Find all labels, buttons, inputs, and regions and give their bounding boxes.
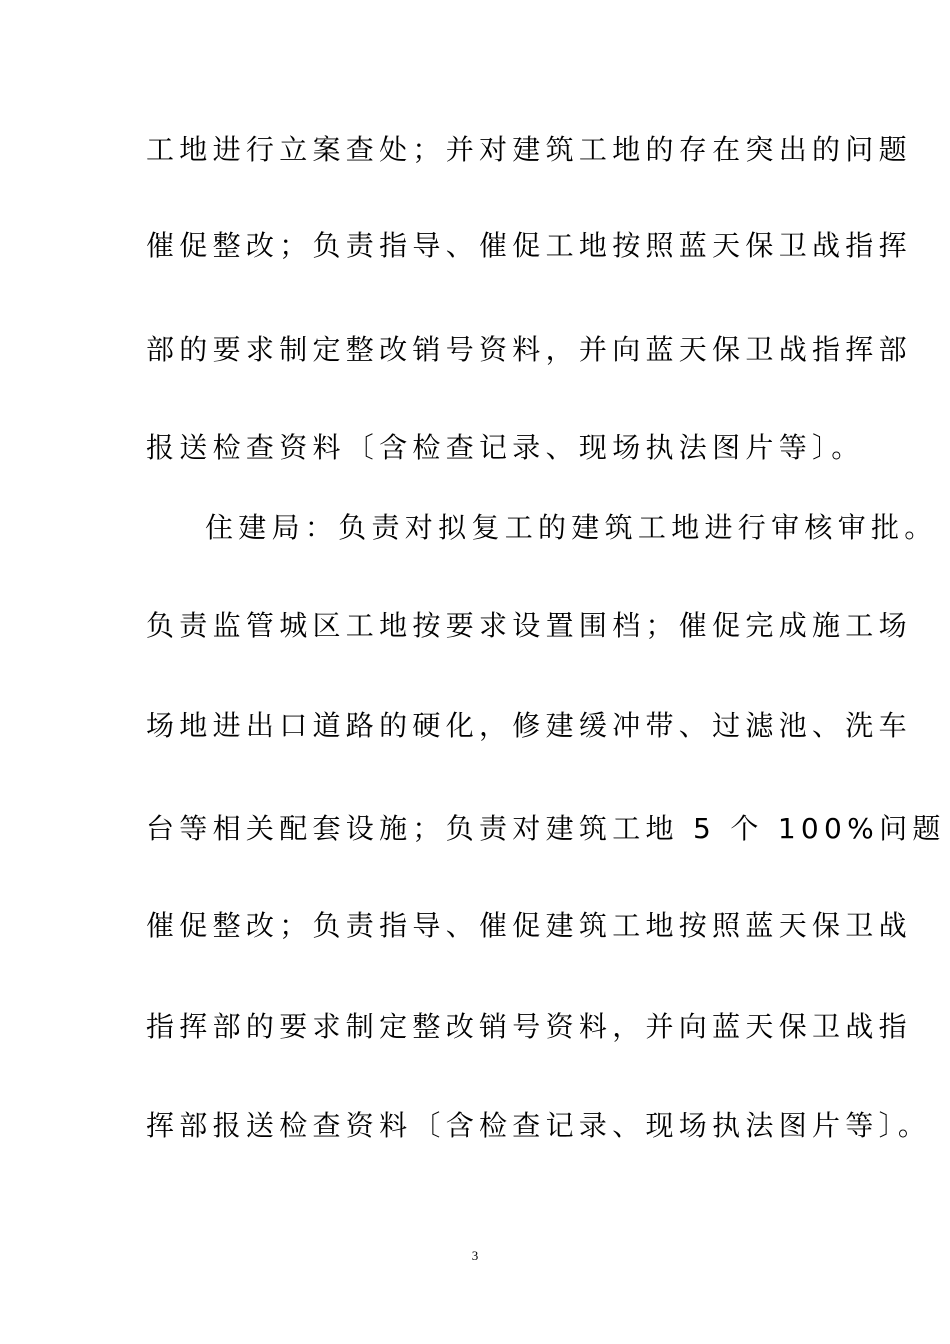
body-text-line: 负责监管城区工地按要求设置围档；催促完成施工场	[146, 609, 912, 642]
body-text-line: 报送检查资料〔含检查记录、现场执法图片等〕。	[146, 431, 865, 464]
body-text-line: 催促整改；负责指导、催促工地按照蓝天保卫战指挥	[146, 229, 912, 262]
body-text-line: 催促整改；负责指导、催促建筑工地按照蓝天保卫战	[146, 909, 912, 942]
body-text-line: 部的要求制定整改销号资料，并向蓝天保卫战指挥部	[146, 333, 912, 366]
body-text-line: 台等相关配套设施；负责对建筑工地 5 个 100%问题	[146, 812, 946, 845]
body-text-line: 场地进出口道路的硬化，修建缓冲带、过滤池、洗车	[146, 709, 912, 742]
paragraph-first-line: 住建局：负责对拟复工的建筑工地进行审核审批。	[205, 511, 938, 544]
body-text-line: 工地进行立案查处；并对建筑工地的存在突出的问题	[146, 133, 912, 166]
page-number: 3	[471, 1248, 479, 1263]
body-text-line: 挥部报送检查资料〔含检查记录、现场执法图片等〕。	[146, 1109, 932, 1142]
body-text-line: 指挥部的要求制定整改销号资料，并向蓝天保卫战指	[146, 1010, 912, 1043]
